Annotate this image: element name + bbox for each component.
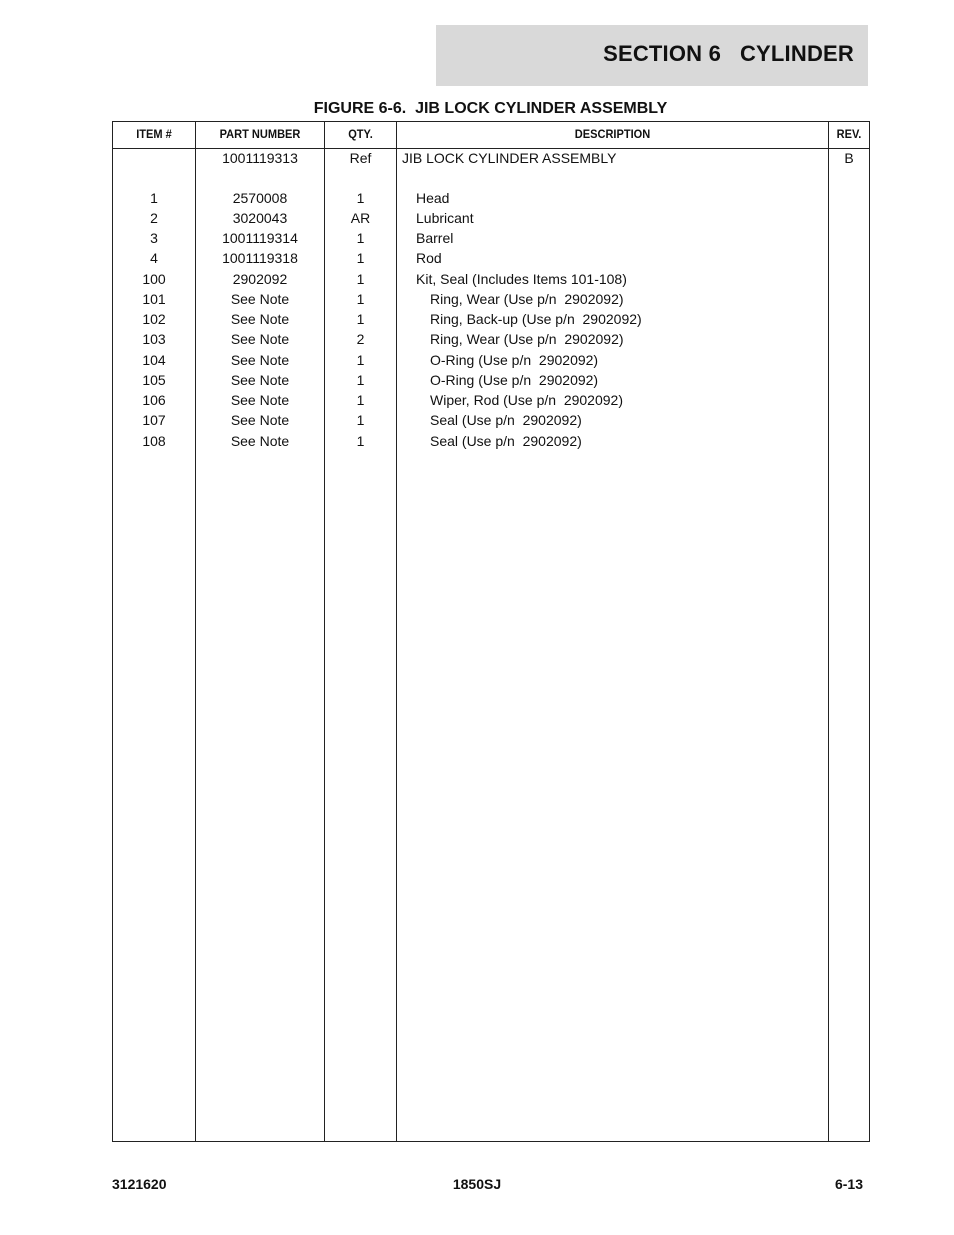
quantity: 1 [356,392,365,408]
revision: B [844,150,854,166]
part-number: 2570008 [232,190,288,206]
part-number: See Note [230,392,290,408]
description: Head [416,190,450,206]
table-row [113,351,869,371]
table-row [113,411,869,431]
footer-model: 1850SJ [452,1176,502,1192]
item-number: 100 [142,271,166,287]
item-number: 2 [150,210,158,226]
quantity: 1 [356,412,365,428]
description: Lubricant [416,210,474,226]
table-row [113,270,869,290]
table-row [113,189,869,209]
table-row [113,229,869,249]
column-header-part-number: PART NUMBER [219,127,301,141]
description: Barrel [416,230,454,246]
part-number: 2902092 [232,271,288,287]
quantity: AR [350,210,371,226]
item-number: 107 [142,412,166,428]
part-number: 1001119318 [222,250,298,266]
table-row [113,310,869,330]
description: JIB LOCK CYLINDER ASSEMBLY [402,150,617,166]
part-number: 3020043 [232,210,288,226]
part-number: 1001119314 [222,230,298,246]
table-row [113,249,869,269]
parts-table [112,121,870,1142]
quantity: 1 [356,433,365,449]
description: Ring, Wear (Use p/n 2902092) [430,331,624,347]
section-header [436,25,868,86]
description: O-Ring (Use p/n 2902092) [430,352,599,368]
description: Wiper, Rod (Use p/n 2902092) [430,392,623,408]
footer-page-number: 6-13 [834,1176,863,1192]
part-number: 1001119313 [222,150,298,166]
part-number: See Note [230,352,290,368]
footer-doc-number: 3121620 [112,1176,167,1192]
quantity: 2 [356,331,365,347]
figure-title: FIGURE 6-6. JIB LOCK CYLINDER ASSEMBLY [313,100,668,117]
item-number: 108 [142,433,166,449]
description: Ring, Back-up (Use p/n 2902092) [430,311,642,327]
table-row [113,330,869,350]
quantity: 1 [356,190,365,206]
part-number: See Note [230,291,290,307]
part-number: See Note [230,311,290,327]
item-number: 3 [150,230,158,246]
table-row [113,290,869,310]
quantity: 1 [356,372,365,388]
item-number: 105 [142,372,166,388]
column-header-description: DESCRIPTION [574,127,651,141]
description: Rod [416,250,442,266]
item-number: 104 [142,352,166,368]
table-row [113,391,869,411]
description: Ring, Wear (Use p/n 2902092) [430,291,624,307]
part-number: See Note [230,331,290,347]
table-row [113,209,869,229]
quantity: 1 [356,271,365,287]
table-row [113,432,869,452]
table-row [113,149,869,169]
table-row [113,371,869,391]
quantity: 1 [356,352,365,368]
description: Seal (Use p/n 2902092) [430,433,582,449]
part-number: See Note [230,372,290,388]
column-header-qty: QTY. [348,127,373,141]
description: Kit, Seal (Includes Items 101-108) [416,271,627,287]
item-number: 1 [150,190,158,206]
section-title: SECTION 6 CYLINDER [603,41,854,66]
item-number: 102 [142,311,166,327]
description: O-Ring (Use p/n 2902092) [430,372,599,388]
quantity: 1 [356,250,365,266]
quantity: 1 [356,291,365,307]
column-header-item: ITEM # [136,127,172,141]
quantity: Ref [349,150,372,166]
quantity: 1 [356,311,365,327]
part-number: See Note [230,433,290,449]
item-number: 4 [150,250,158,266]
column-header-rev: REV. [836,127,862,141]
part-number: See Note [230,412,290,428]
quantity: 1 [356,230,365,246]
item-number: 103 [142,331,166,347]
description: Seal (Use p/n 2902092) [430,412,582,428]
item-number: 106 [142,392,166,408]
item-number: 101 [142,291,166,307]
